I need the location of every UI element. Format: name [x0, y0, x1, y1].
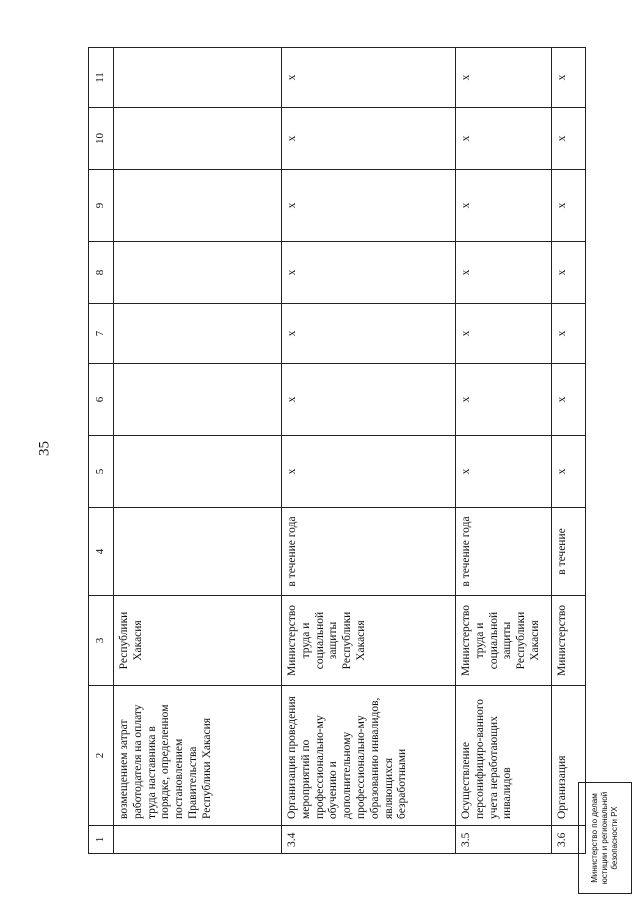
value-cell: [114, 108, 282, 170]
value-cell: х: [456, 108, 552, 170]
value-cell: х: [282, 170, 456, 242]
term-text: [114, 508, 282, 596]
term-text: в течение года: [282, 508, 456, 596]
table-row: [282, 48, 456, 854]
header-cell: 9: [89, 170, 114, 242]
header-cell: 6: [89, 364, 114, 436]
row-number: 3.4: [282, 826, 456, 854]
executor-text: Министерство труда и социальной защиты Республики Хакасия: [282, 596, 456, 686]
value-cell: х: [456, 242, 552, 304]
stamp-line: безопасности РХ: [610, 806, 619, 870]
value-cell: х: [282, 304, 456, 364]
table-row: [456, 48, 552, 854]
measure-text: Организация: [552, 686, 586, 826]
header-cell: 7: [89, 304, 114, 364]
value-cell: х: [552, 242, 586, 304]
registration-stamp: [578, 782, 632, 894]
value-cell: х: [552, 48, 586, 108]
value-cell: [114, 48, 282, 108]
measure-text: возмещением затрат работодателя на оплату труда наставника в порядке, определенном постановлением Правительства Республики Хакасия: [114, 686, 282, 826]
value-cell: [114, 436, 282, 508]
executor-text: Министерство труда и социальной защиты Республики Хакасия: [456, 596, 552, 686]
header-cell: 1: [89, 826, 114, 854]
value-cell: х: [282, 108, 456, 170]
value-cell: х: [456, 170, 552, 242]
value-cell: х: [282, 364, 456, 436]
stamp-line: Министерство по делам: [590, 793, 599, 883]
table-row: [552, 48, 586, 854]
measures-table: [88, 47, 586, 854]
value-cell: [114, 170, 282, 242]
value-cell: х: [552, 108, 586, 170]
value-cell: х: [552, 170, 586, 242]
table-row: [114, 48, 282, 854]
header-cell: 5: [89, 436, 114, 508]
header-cell: 3: [89, 596, 114, 686]
term-text: в течение: [552, 508, 586, 596]
measure-text: Осуществление персонифициро-ванного учета неработающих инвалидов: [456, 686, 552, 826]
value-cell: х: [552, 364, 586, 436]
value-cell: х: [456, 48, 552, 108]
value-cell: х: [456, 436, 552, 508]
row-number: 3.6: [552, 826, 586, 854]
header-row: [89, 48, 114, 854]
header-cell: 8: [89, 242, 114, 304]
term-text: в течение года: [456, 508, 552, 596]
header-cell: 10: [89, 108, 114, 170]
executor-text: Республики Хакасия: [114, 596, 282, 686]
value-cell: [114, 364, 282, 436]
value-cell: х: [282, 48, 456, 108]
value-cell: х: [552, 304, 586, 364]
value-cell: х: [552, 436, 586, 508]
value-cell: х: [456, 364, 552, 436]
value-cell: [114, 242, 282, 304]
value-cell: [114, 304, 282, 364]
row-number: 3.5: [456, 826, 552, 854]
rotated-table-container: [88, 48, 584, 854]
header-cell: 4: [89, 508, 114, 596]
header-cell: 11: [89, 48, 114, 108]
value-cell: х: [282, 242, 456, 304]
page-number: 35: [36, 441, 53, 456]
measure-text: Организация проведения мероприятий по профессионально-му обучению и дополнительному профессионально-му образованию инвалидов, являющихся безработными: [282, 686, 456, 826]
executor-text: Министерство: [552, 596, 586, 686]
header-cell: 2: [89, 686, 114, 826]
row-number: [114, 826, 282, 854]
value-cell: х: [282, 436, 456, 508]
stamp-line: юстиции и региональной: [600, 791, 609, 885]
value-cell: х: [456, 304, 552, 364]
